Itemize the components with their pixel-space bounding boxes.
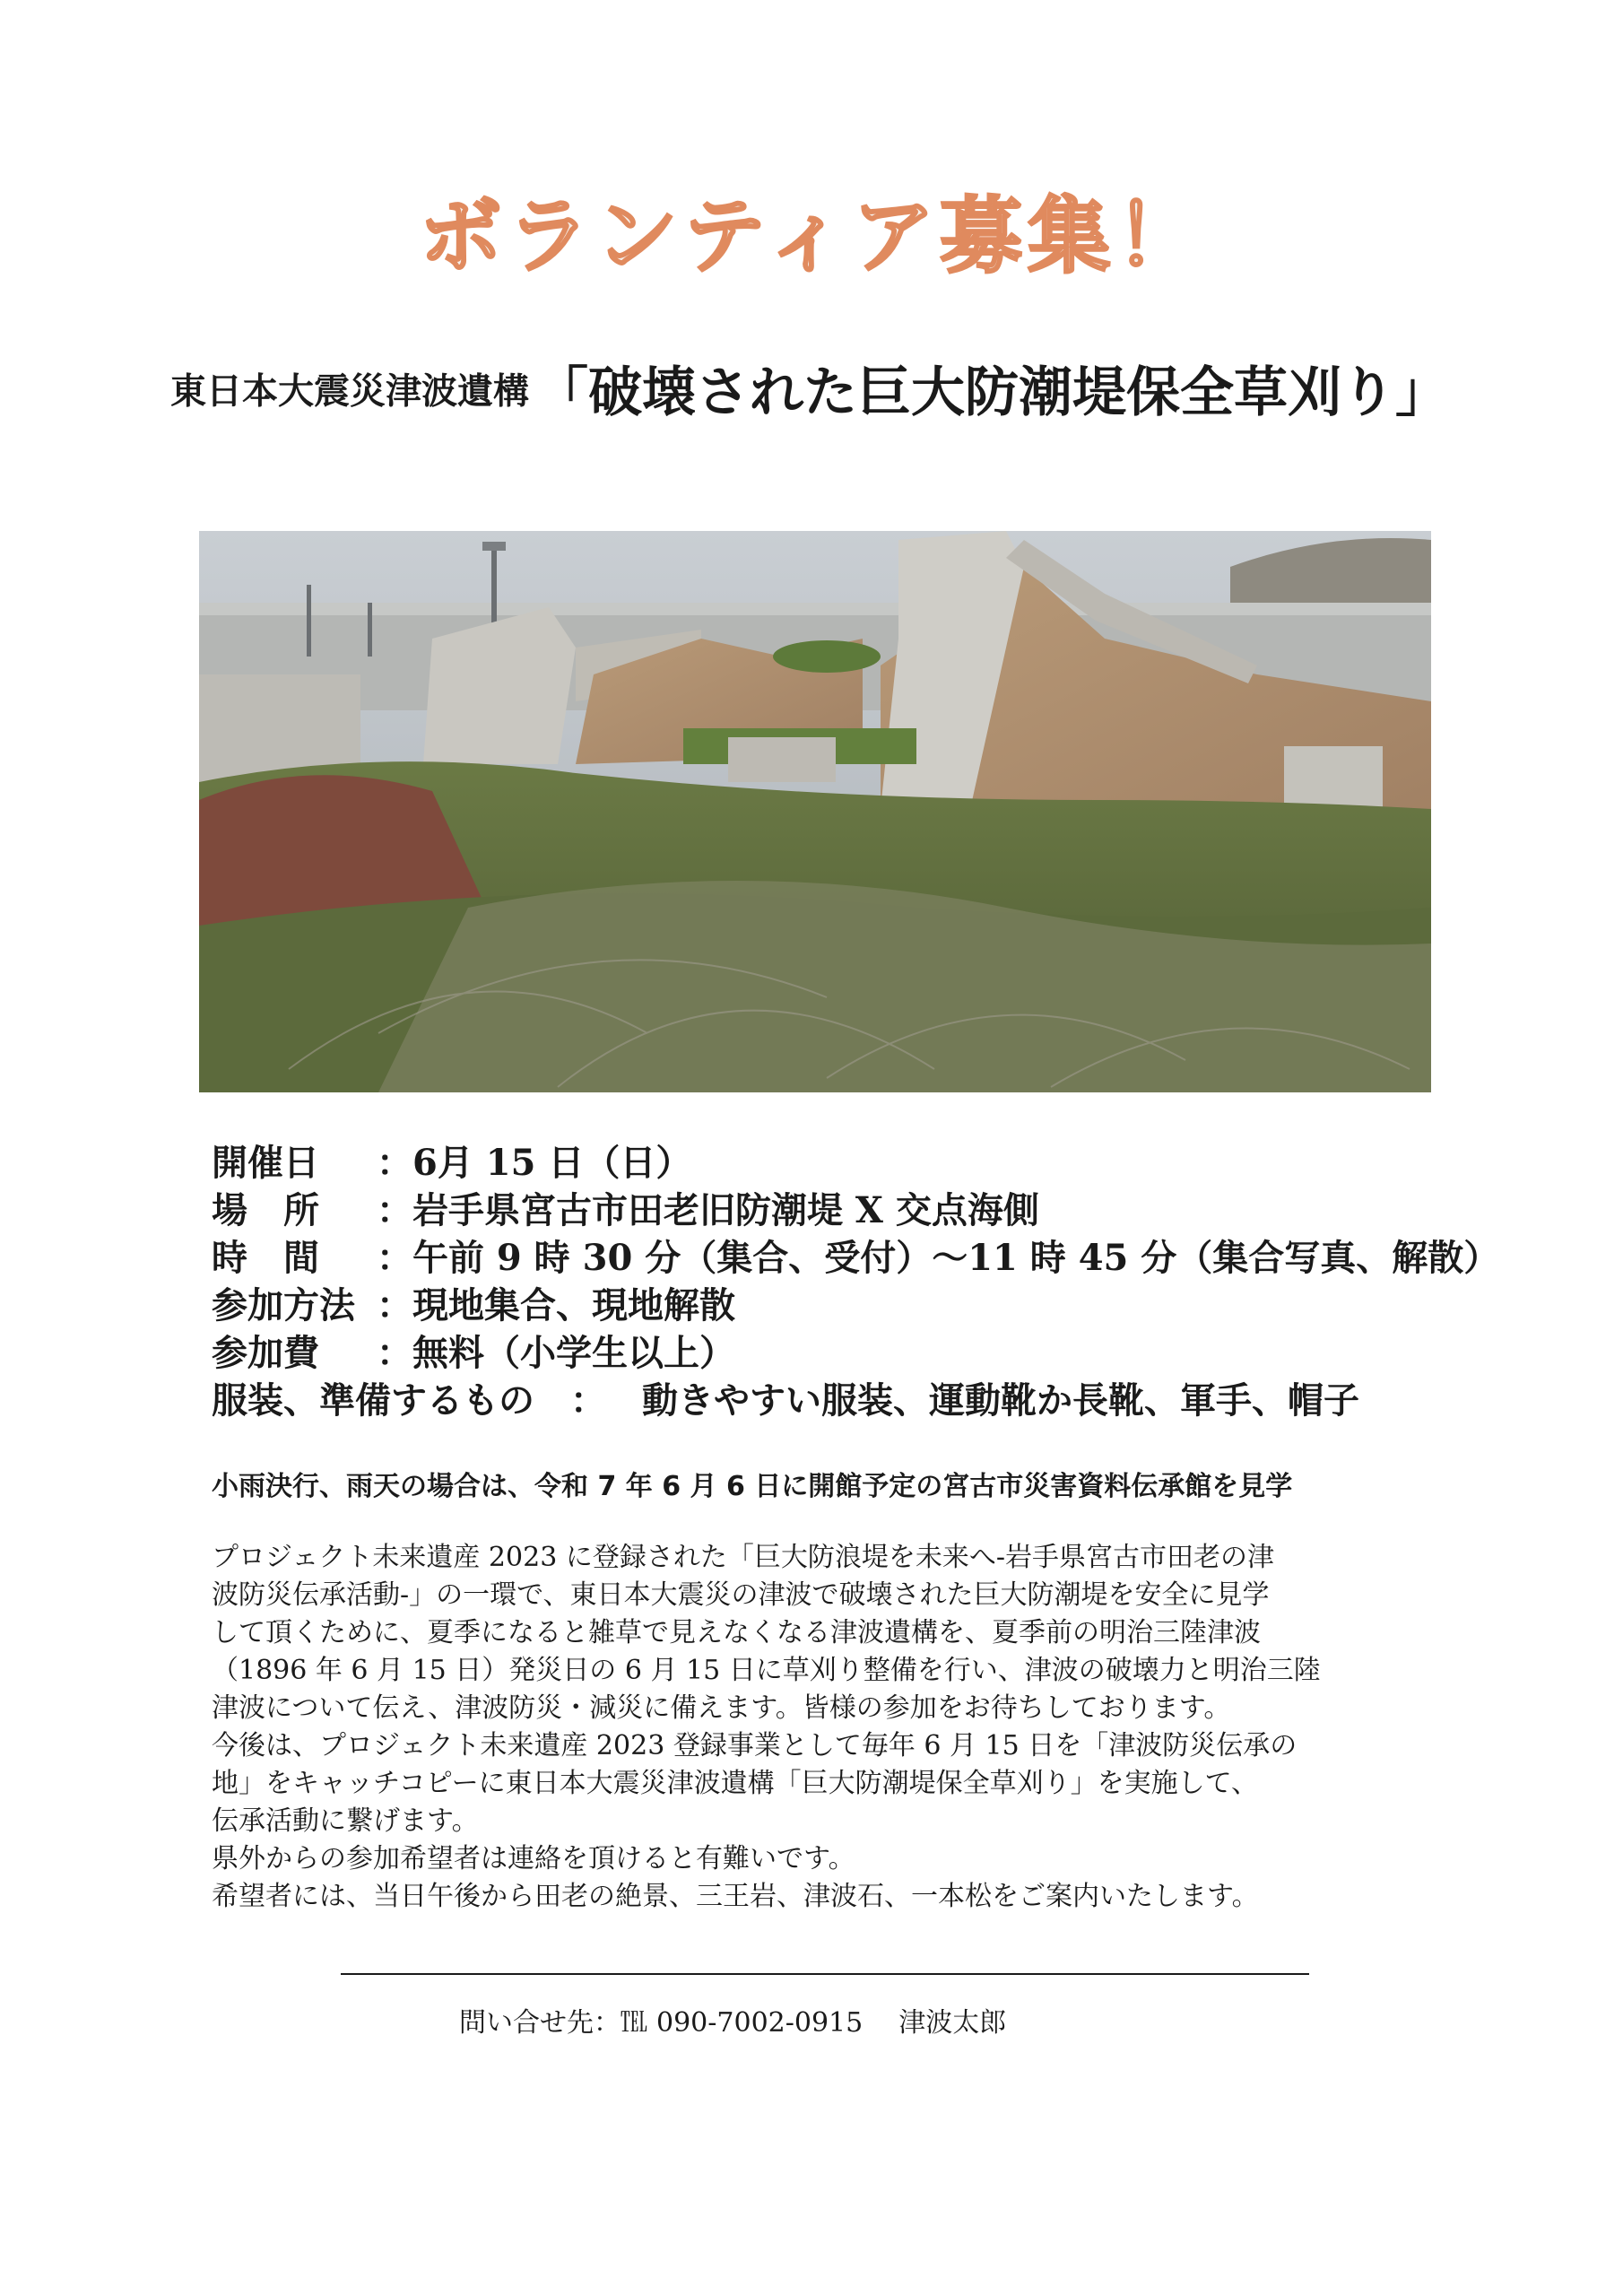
- seawall-photo: [199, 531, 1431, 1092]
- detail-value: 岩手県宮古市田老旧防潮堤 X 交点海側: [412, 1189, 1039, 1231]
- divider: ――――――――――――――――――――――――――――――――――――: [341, 1957, 1309, 1988]
- subtitle-prefix: 東日本大震災津波遺構: [170, 370, 529, 413]
- body-line: して頂くために、夏季になると雑草で見えなくなる津波遺構を、夏季前の明治三陸津波: [212, 1617, 1261, 1648]
- detail-value: 6月 15 日（日）: [412, 1142, 692, 1184]
- detail-value: 現地集合、現地解散: [412, 1284, 735, 1326]
- detail-label: 時 間: [212, 1237, 319, 1279]
- detail-label: 参加費: [212, 1332, 319, 1374]
- detail-sep: ：: [377, 1142, 412, 1184]
- phone-icon: ℡: [621, 2007, 647, 2039]
- rain-note: 小雨決行、雨天の場合は、令和 7 年 6 月 6 日に開館予定の宮古市災害資料伝承館を見学: [212, 1471, 1293, 1502]
- subtitle-main: 「破壊された巨大防潮堤保全草刈り」: [534, 361, 1449, 424]
- detail-label: 服装、準備するもの: [212, 1379, 534, 1422]
- detail-label: 参加方法: [212, 1284, 355, 1326]
- detail-value: 無料（小学生以上）: [412, 1332, 735, 1374]
- contact-info: [459, 2000, 1445, 2039]
- body-line: 波防災伝承活動-」の一環で、東日本大震災の津波で破壊された巨大防潮堤を安全に見学: [212, 1579, 1270, 1611]
- detail-sep: ：: [377, 1284, 412, 1326]
- body-line: 県外からの参加希望者は連絡を頂けると有難いです。: [212, 1843, 855, 1874]
- detail-row-attire: [212, 1377, 1521, 1424]
- event-details: [212, 1139, 1521, 1424]
- contact-label: 問い合せ先：: [459, 2007, 621, 2039]
- body-line: 伝承活動に繋げます。: [212, 1805, 479, 1837]
- detail-label: 開催日: [212, 1142, 319, 1184]
- contact-phone: 090-7002-0915: [656, 2007, 864, 2039]
- detail-row-date: [212, 1139, 1521, 1187]
- detail-row-fee: [212, 1329, 1521, 1377]
- detail-sep: ：: [377, 1189, 412, 1231]
- detail-row-method: [212, 1282, 1521, 1329]
- body-line: 今後は、プロジェクト未来遺産 2023 登録事業として毎年 6 月 15 日を「津波防災伝承の: [212, 1730, 1298, 1761]
- detail-sep: ：: [377, 1237, 412, 1279]
- body-line: 地」をキャッチコピーに東日本大震災津波遺構「巨大防潮堤保全草刈り」を実施して、: [212, 1768, 1258, 1799]
- event-subtitle: [170, 350, 1515, 427]
- detail-row-place: [212, 1187, 1521, 1234]
- detail-label: 場 所: [212, 1189, 319, 1231]
- detail-value: 動きやすい服装、運動靴か長靴、軍手、帽子: [642, 1379, 1359, 1422]
- detail-row-time: [212, 1234, 1521, 1282]
- contact-name: 津波太郎: [898, 2007, 1007, 2039]
- detail-sep: ：: [377, 1332, 412, 1374]
- body-line: プロジェクト未来遺産 2023 に登録された「巨大防浪堤を未来へ-岩手県宮古市田老の津: [212, 1542, 1274, 1573]
- body-line: （1896 年 6 月 15 日）発災日の 6 月 15 日に草刈り整備を行い、津波の破壊力と明治三陸: [212, 1655, 1321, 1686]
- detail-value: 午前 9 時 30 分（集合、受付）～11 時 45 分（集合写真、解散）: [412, 1237, 1500, 1279]
- body-line: 津波について伝え、津波防災・減災に備えます。皆様の参加をお待ちしております。: [212, 1692, 1231, 1724]
- detail-sep: ：: [570, 1379, 606, 1422]
- body-line: 希望者には、当日午後から田老の絶景、三王岩、津波石、一本松をご案内いたします。: [212, 1881, 1259, 1912]
- body-text: [212, 1539, 1485, 1916]
- page-title: ボランティア募集！: [419, 187, 1204, 284]
